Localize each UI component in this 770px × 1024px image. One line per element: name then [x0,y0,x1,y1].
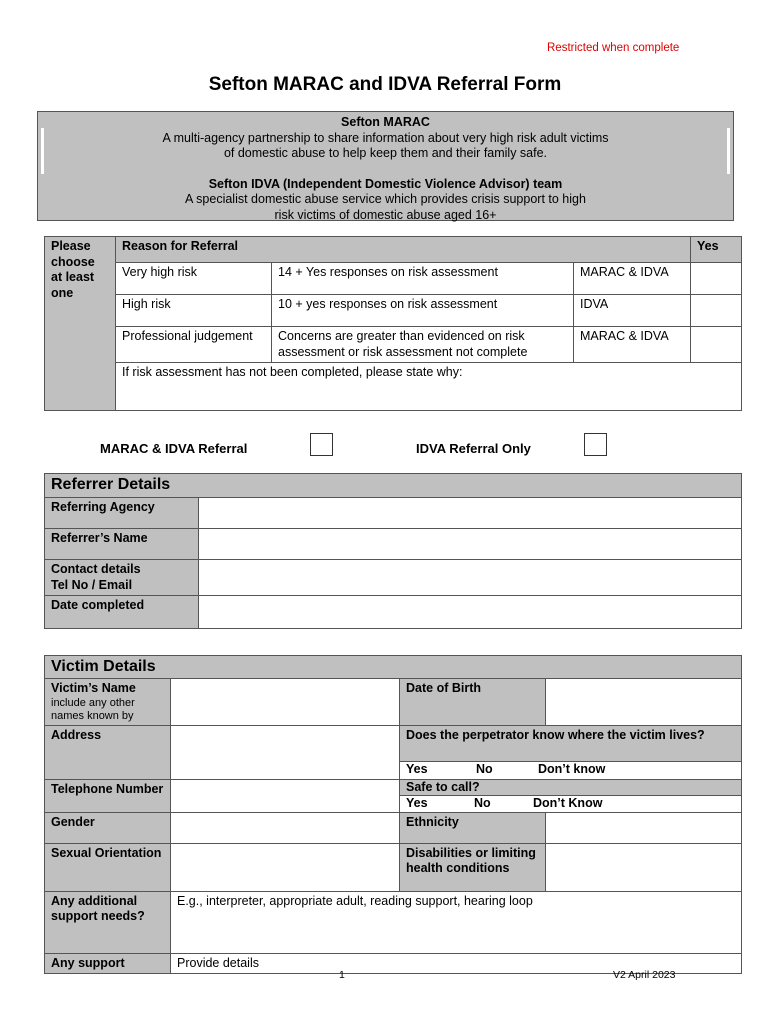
yes-check-professional[interactable] [691,327,742,363]
address-input[interactable] [171,725,400,779]
victim-table [44,655,742,974]
perp-question: Does the perpetrator know where the victim lives? [400,725,742,761]
referring-agency-input[interactable] [199,498,742,529]
contact-details-label [45,560,199,596]
intro-panel [37,111,734,221]
table-row [45,295,742,327]
additional-needs-label: Any additional support needs? [45,891,171,953]
referrer-name-input[interactable] [199,529,742,560]
yes-header: Yes [691,237,742,263]
idva-desc-2: risk victims of domestic abuse aged 16+ [274,207,497,222]
perp-dontknow-option[interactable]: Don’t know [538,761,606,776]
contact-line-2: Tel No / Email [51,577,133,592]
call-yes-option[interactable]: Yes [406,796,428,810]
yes-check-high[interactable] [691,295,742,327]
telephone-input[interactable] [171,779,400,812]
perp-answer-row [400,761,742,779]
criteria-cell: 10 + yes responses on risk assessment [272,295,574,327]
route-cell: MARAC & IDVA [574,263,691,295]
reason-cell: High risk [116,295,272,327]
disabilities-input[interactable] [546,843,742,891]
idva-only-option-label: IDVA Referral Only [416,441,531,456]
date-completed-label: Date completed [45,596,199,629]
version-label: V2 April 2023 [613,969,676,981]
referral-reason-table [44,236,742,411]
referring-agency-label: Referring Agency [45,498,199,529]
dob-input[interactable] [546,679,742,726]
contact-line-1: Contact details [51,562,141,576]
gender-input[interactable] [171,812,400,843]
marac-desc-2: of domestic abuse to help keep them and their family safe. [223,146,548,160]
idva-only-checkbox[interactable] [584,433,607,456]
intro-left-bar [41,128,44,174]
route-cell: IDVA [574,295,691,327]
table-row [45,263,742,295]
not-completed-field[interactable] [116,363,742,411]
criteria-cell: 14 + Yes responses on risk assessment [272,263,574,295]
idva-desc-1: A specialist domestic abuse service which provides crisis support to high [185,192,586,206]
contact-details-input[interactable] [199,560,742,596]
sexual-orientation-input[interactable] [171,843,400,891]
dob-label: Date of Birth [400,679,546,726]
additional-needs-hint: E.g., interpreter, appropriate adult, reading support, hearing loop [177,893,533,908]
page-title: Sefton MARAC and IDVA Referral Form [208,74,562,95]
ethnicity-label: Ethnicity [400,812,546,843]
reason-header: Reason for Referral [116,237,691,263]
disabilities-label: Disabilities or limiting health conditions [400,843,546,891]
call-no-option[interactable]: No [474,796,491,810]
yes-check-very-high[interactable] [691,263,742,295]
route-cell: MARAC & IDVA [574,327,691,363]
victim-section-title: Victim Details [45,656,742,679]
page-number: 1 [339,969,345,981]
telephone-label: Telephone Number [45,779,171,812]
sexual-orientation-label: Sexual Orientation [45,843,171,891]
marac-idva-option-label: MARAC & IDVA Referral [100,441,248,456]
referrer-section-title: Referrer Details [45,474,742,498]
referrer-table [44,473,742,629]
victim-name-label [45,679,171,726]
additional-needs-input[interactable] [171,891,742,953]
victim-name-text: Victim’s Name [51,681,136,695]
intro-right-bar [727,128,730,174]
marac-title: Sefton MARAC [341,115,430,129]
reason-cell: Very high risk [116,263,272,295]
call-dontknow-option[interactable]: Don’t Know [533,796,603,810]
perp-yes-option[interactable]: Yes [406,761,428,776]
any-support-label: Any support [45,953,171,974]
choose-label: Please choose at least one [45,237,116,411]
not-completed-label: If risk assessment has not been completed, please state why: [122,365,463,379]
provide-details-hint: Provide details [177,955,259,970]
perp-no-option[interactable]: No [476,761,493,776]
idva-title: Sefton IDVA (Independent Domestic Violence Advisor) team [208,176,563,191]
ethnicity-input[interactable] [546,812,742,843]
table-row [45,327,742,363]
marac-desc-1: A multi-agency partnership to share information about very high risk adult victims [162,130,609,145]
safe-call-label: Safe to call? [400,779,742,796]
restricted-notice: Restricted when complete [547,42,680,54]
criteria-cell: Concerns are greater than evidenced on risk assessment or risk assessment not complete [272,327,574,363]
referrer-name-label: Referrer’s Name [45,529,199,560]
gender-label: Gender [45,812,171,843]
date-completed-input[interactable] [199,596,742,629]
marac-idva-checkbox[interactable] [310,433,333,456]
address-label: Address [45,725,171,779]
reason-cell: Professional judgement [116,327,272,363]
safe-call-answer-row [400,796,742,813]
victim-name-input[interactable] [171,679,400,726]
victim-name-note: include any other names known by [51,696,135,722]
